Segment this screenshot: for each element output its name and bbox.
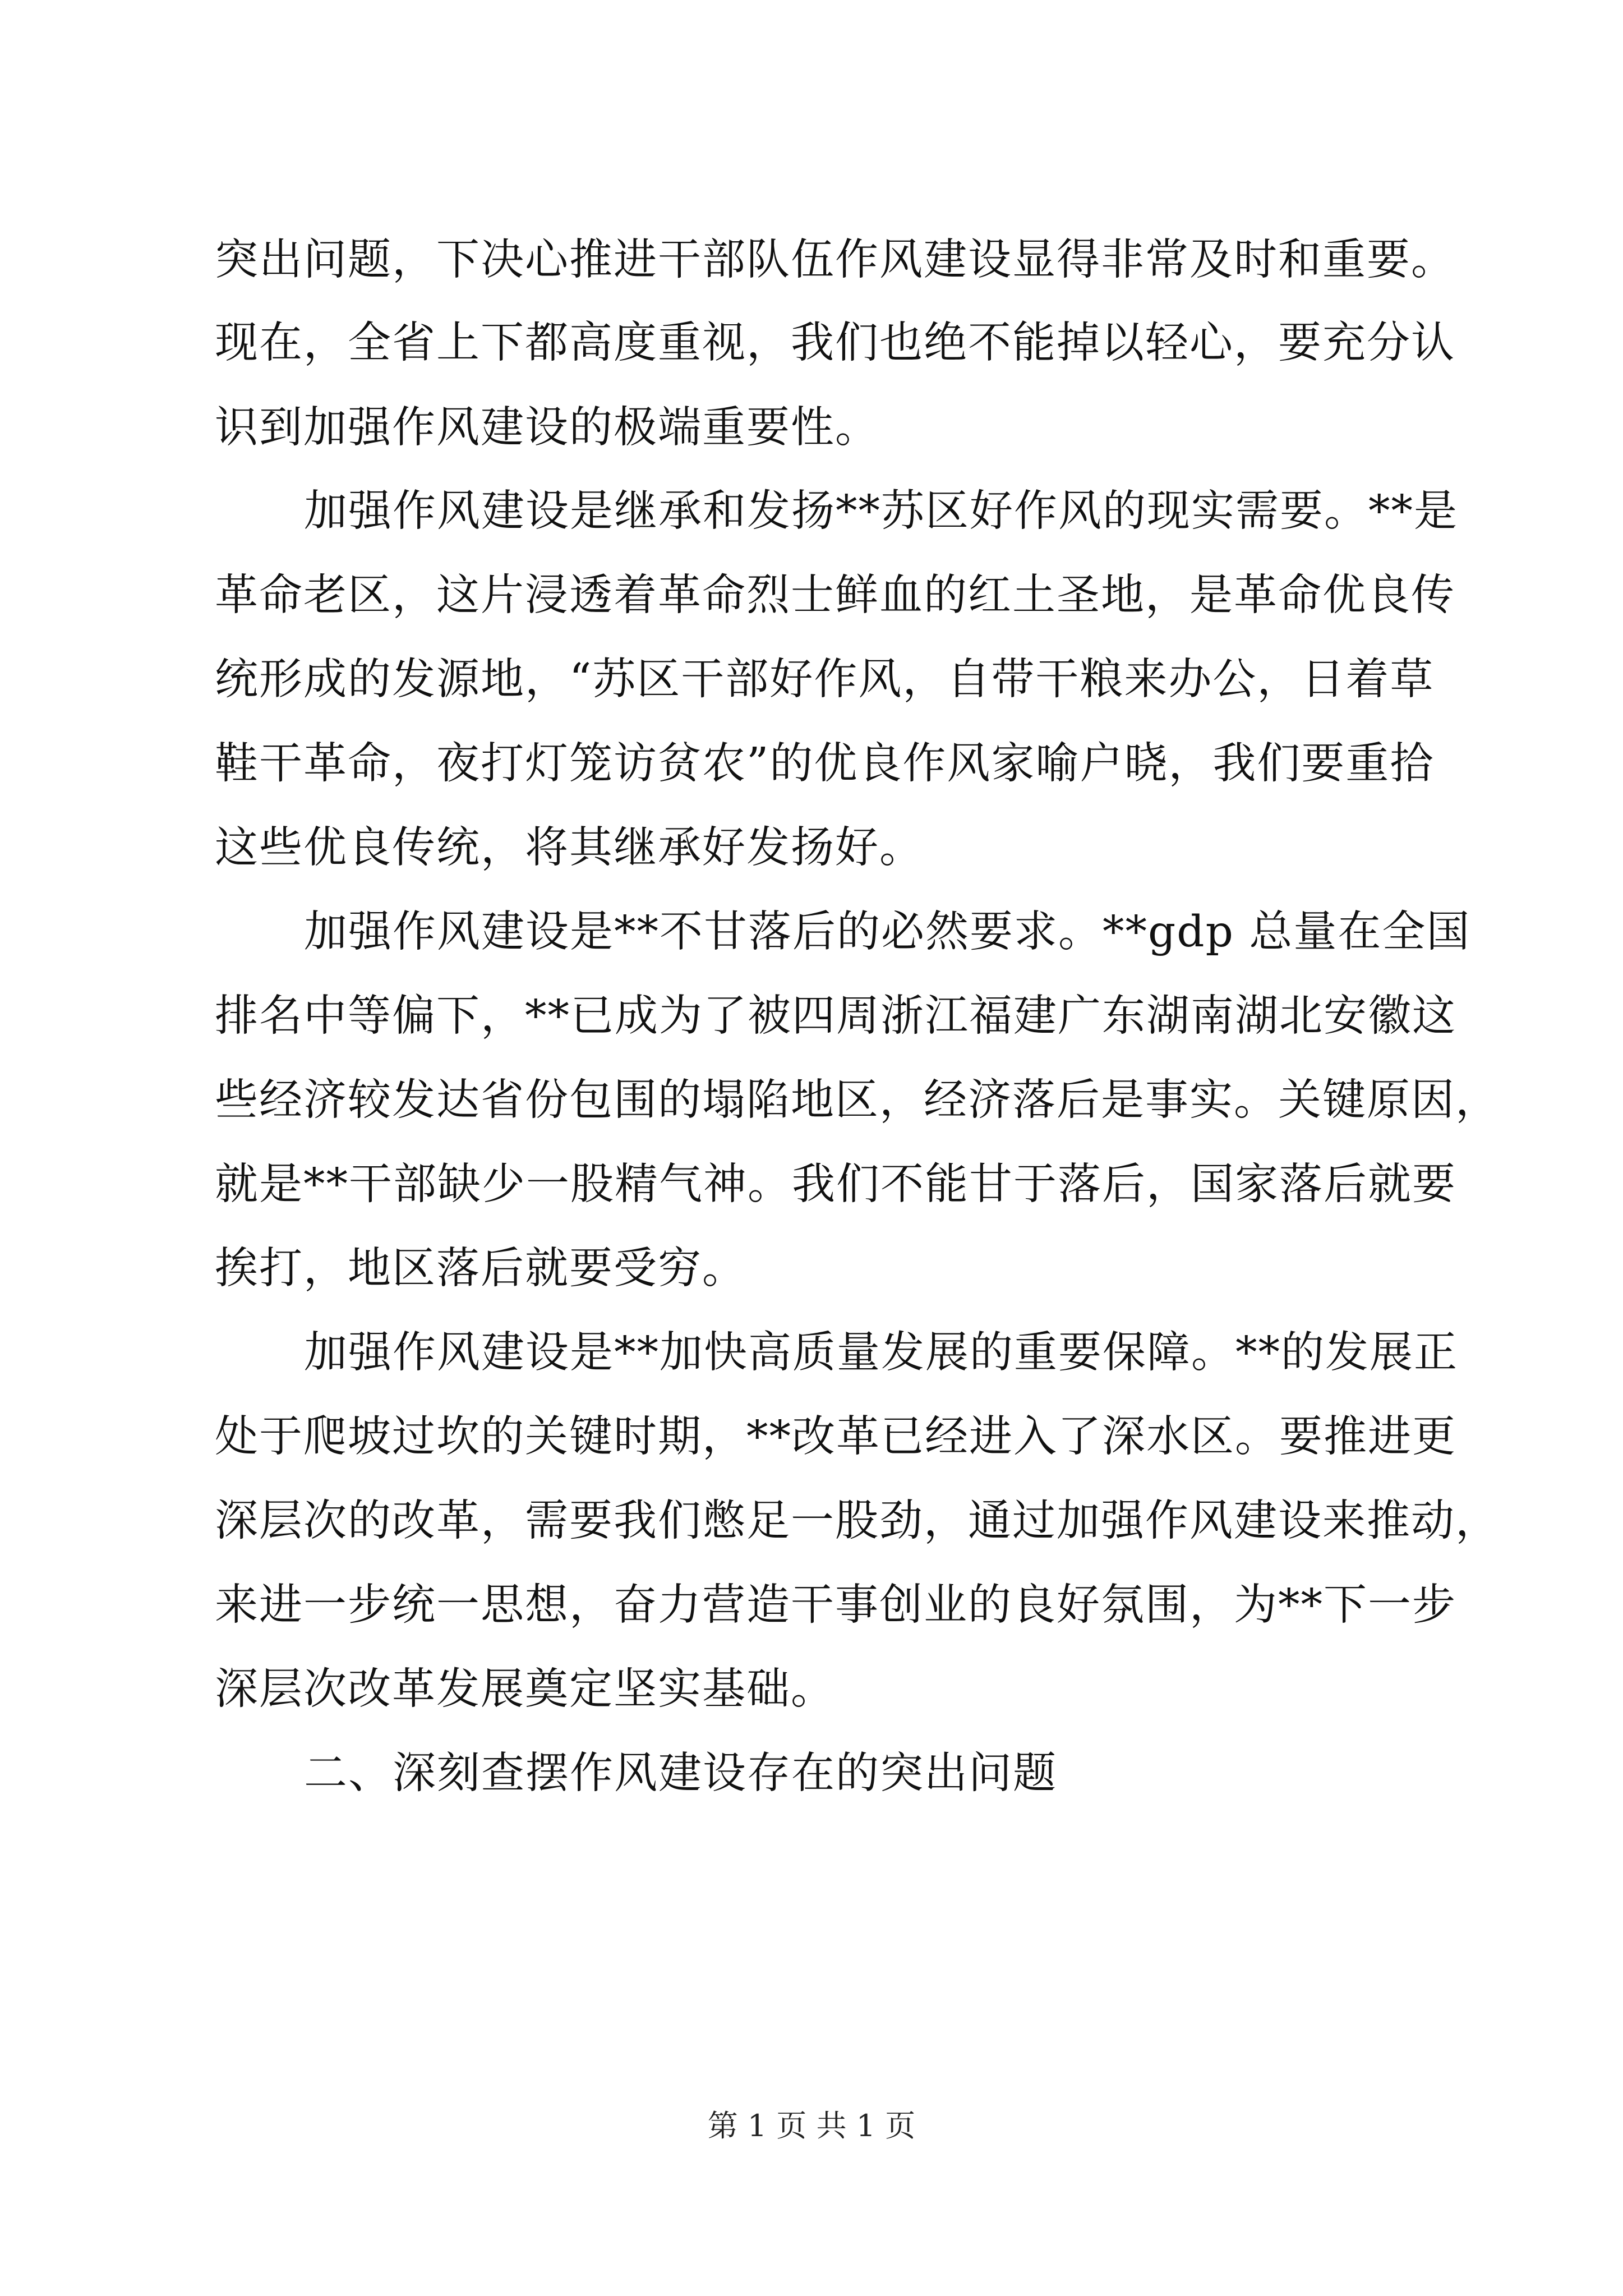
page-footer-label: 第 1 页 共 1 页 bbox=[707, 2108, 916, 2143]
paragraph-1-line-1: 突出问题，下决心推进干部队伍作风建设显得非常及时和重要。 bbox=[215, 235, 1455, 285]
paragraph-2-line-5: 这些优良传统，将其继承好发扬好。 bbox=[215, 823, 924, 873]
paragraph-2-line-3: 统形成的发源地，“苏区干部好作风，自带干粮来办公，日着草 bbox=[215, 655, 1435, 705]
paragraph-3-line-1: 加强作风建设是**不甘落后的必然要求。**gdp 总量在全国 bbox=[304, 907, 1471, 957]
paragraph-3-line-3: 些经济较发达省份包围的塌陷地区，经济落后是事实。关键原因， bbox=[215, 1075, 1500, 1125]
paragraph-4-line-2: 处于爬坡过坎的关键时期，**改革已经进入了深水区。要推进更 bbox=[215, 1412, 1456, 1462]
paragraph-2-line-4: 鞋干革命，夜打灯笼访贫农”的优良作风家喻户晓，我们要重拾 bbox=[215, 739, 1435, 789]
paragraph-4-line-5: 深层次改革发展奠定坚实基础。 bbox=[215, 1664, 835, 1714]
paragraph-3-line-4: 就是**干部缺少一股精气神。我们不能甘于落后，国家落后就要 bbox=[215, 1159, 1456, 1209]
paragraph-4-line-3: 深层次的改革，需要我们憋足一股劲，通过加强作风建设来推动， bbox=[215, 1496, 1500, 1546]
section-heading: 二、深刻查摆作风建设存在的突出问题 bbox=[304, 1749, 1057, 1798]
paragraph-4-line-1: 加强作风建设是**加快高质量发展的重要保障。**的发展正 bbox=[304, 1328, 1458, 1378]
paragraph-1-line-2: 现在，全省上下都高度重视，我们也绝不能掉以轻心，要充分认 bbox=[215, 318, 1455, 368]
paragraph-4-line-4: 来进一步统一思想，奋力营造干事创业的良好氛围，为**下一步 bbox=[215, 1580, 1456, 1630]
paragraph-1-line-3: 识到加强作风建设的极端重要性。 bbox=[215, 403, 879, 453]
paragraph-3-line-2: 排名中等偏下，**已成为了被四周浙江福建广东湖南湖北安徽这 bbox=[215, 991, 1456, 1041]
paragraph-2-line-2: 革命老区，这片浸透着革命烈士鲜血的红土圣地，是革命优良传 bbox=[215, 570, 1455, 620]
paragraph-3-line-5: 挨打，地区落后就要受穷。 bbox=[215, 1244, 746, 1294]
paragraph-2-line-1: 加强作风建设是继承和发扬**苏区好作风的现实需要。**是 bbox=[304, 486, 1458, 536]
